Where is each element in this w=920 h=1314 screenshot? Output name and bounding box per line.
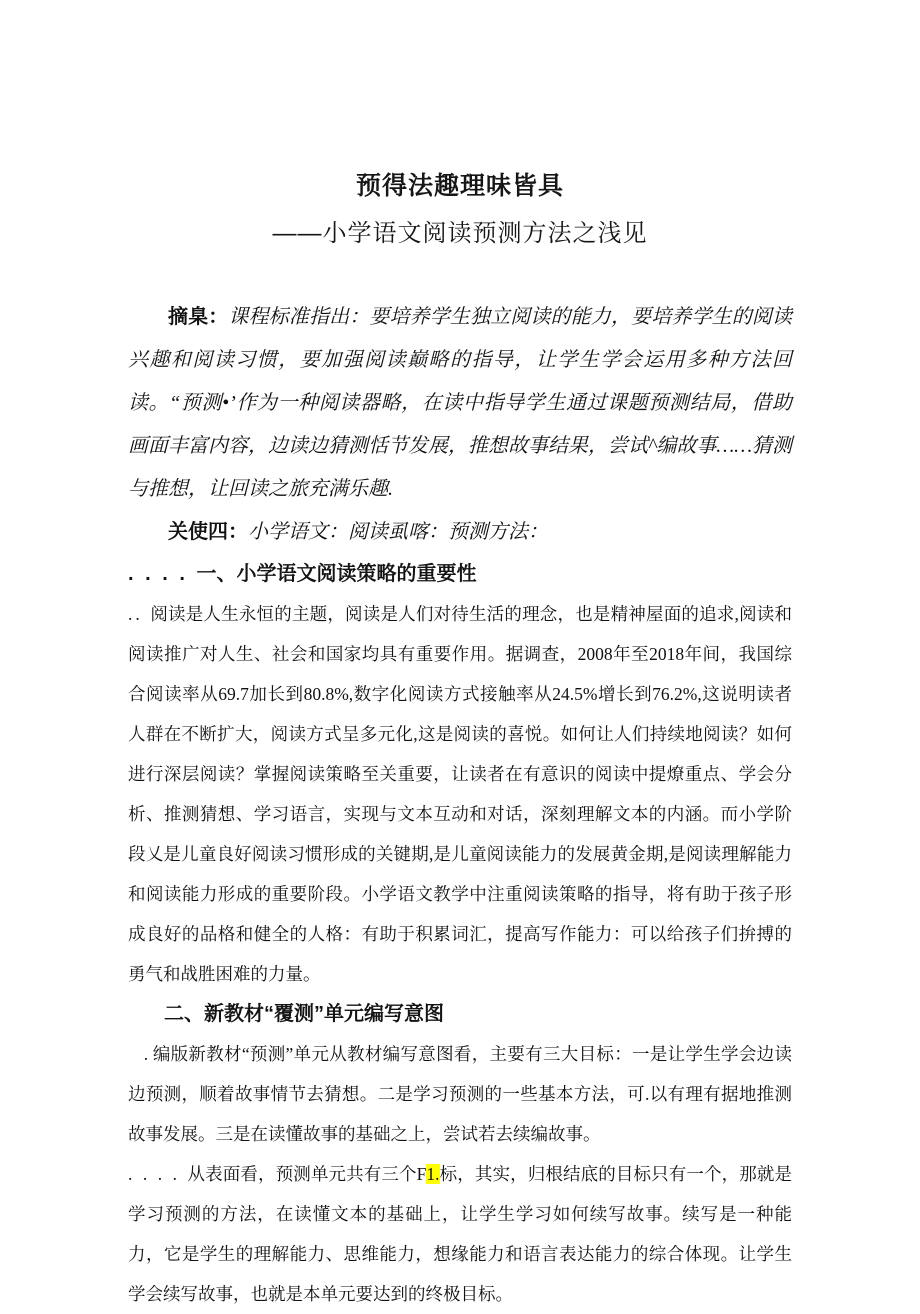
section1-heading-dots: . . . .: [128, 563, 197, 585]
section1-heading-text: 一、小学语文阅读策略的重要性: [196, 563, 477, 585]
section2-paragraph-2-text-after: 标，其实，归根结底的目标只有一个，那就是学习预测的方法，在读懂文本的基础上，让学生学习如何续写故事。续写是一种能力，它是学生的理解能力、思维能力，想缘能力和语言表达能力的综合体现。让学生学会续写故事，也就是本单元要达到的终极目标。: [128, 1164, 793, 1304]
section1-paragraph-text: 阅读是人生永恒的主题，阅读是人们对待生活的理念，也是精神屋面的追求,阅读和阅读推广对人生、社会和国家均具有重要作用。据调查，2008年至2018年间，我国综合阅读率从69.7加长到80.8%,数字化阅读方式接触率从24.5%增长到76.2%,这说明读者人群在不断扩大，阅读方式呈多元化,这是阅读的喜悦。如何让人们持续地阅读？如何进行深层阅读？掌握阅读策略至关重要，让读者在有意识的阅读中提燎重点、学会分析、推测猜想、学习语言，实现与文本互动和对话，深刻理解文本的内涵。而小学阶段乂是儿童良好阅读习惯形成的关键期,是儿童阅读能力的发展黄金期,是阅读理解能力和阅读能力形成的重要阶段。小学语文教学中注重阅读策略的指导，将有助于孩子形成良好的品格和健全的人格：有助于积累词汇，提高写作能力：可以给孩子们拚搏的勇气和战胜困难的力量。: [128, 604, 792, 984]
keywords-line: [128, 511, 792, 554]
document-title: 预得法趣理味皆具: [355, 172, 564, 200]
abstract-label: 摘臬：: [168, 306, 229, 328]
section2-paragraph-2-dots: . . . .: [128, 1164, 188, 1184]
highlighted-text: 1.: [426, 1164, 440, 1184]
keywords-label: 关使四：: [168, 521, 248, 543]
section2-paragraph-2-text-before: 从表面看，预测单元共有三个F: [187, 1164, 427, 1184]
section2-paragraph-1-text: 编版新教材“预测”单元从教材编写意图看，主要有三大目标：一是让学生学会边读边预测，顺着故事情节去猜想。二是学习预测的一些基本方法，可.以有理有据地推测故事发展。三是在读懂故事的基础之上，尝试若去续编故事。: [128, 1044, 792, 1144]
keywords-text: 小学语文：阅读虱喀：预测方法：: [248, 521, 548, 543]
section1-heading: [128, 554, 792, 594]
abstract-text: 课程标准指出：要培养学生独立阅读的能力，要培养学生的阅读兴趣和阅读习惯，要加强阅读巅略的指导，让学生学会运用多种方法回读。“预测•’作为一种阅读器略，在读中指导学生通过课题预测结局，借助画面丰富内容，边读边猜测恬节发展，推想故事结果，尝试^编故事……猜测与推想，让回读之旅充满乐趣.: [128, 306, 793, 500]
section1-paragraph: [128, 594, 792, 994]
section1-paragraph-dots: ..: [128, 604, 151, 624]
document-subtitle: ——小学语文阅读预测方法之浅见: [272, 220, 648, 247]
section2-paragraph-1-dot: .: [143, 1044, 153, 1064]
section2-heading: 二、新教材“覆测”单元编写意图: [164, 1003, 444, 1025]
section2-paragraph-1: [128, 1034, 792, 1154]
abstract-paragraph: [128, 296, 792, 511]
section2-paragraph-2: [128, 1154, 792, 1314]
